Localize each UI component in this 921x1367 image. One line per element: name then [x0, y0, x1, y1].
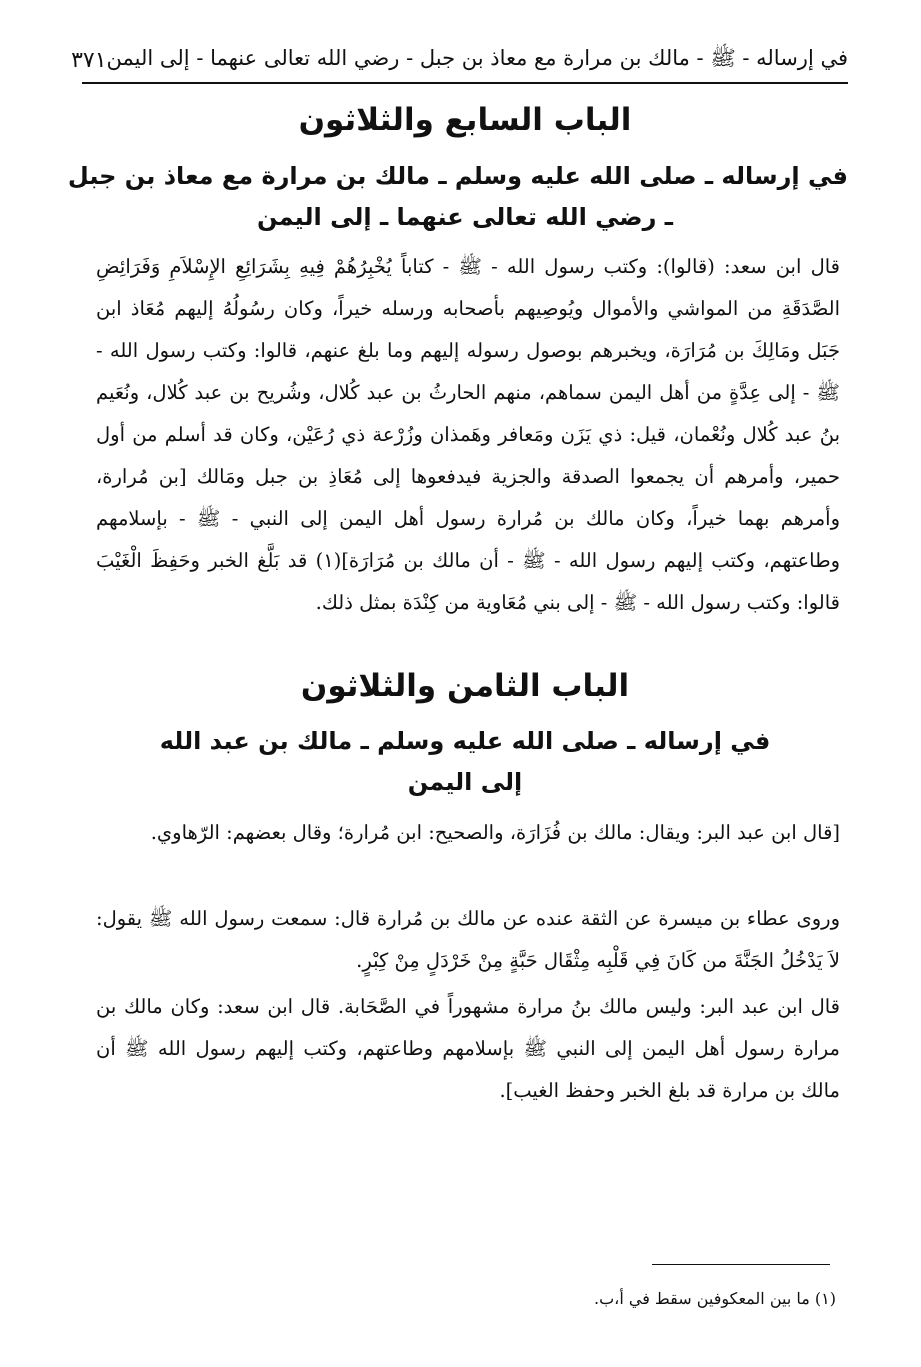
footnote: (١) ما بين المعكوفين سقط في أ،ب. — [594, 1289, 836, 1308]
chapter-38-subtitle-line1: في إرساله ـ صلى الله عليه وسلم ـ مالك بن عبد الله — [159, 727, 771, 755]
chapter-38-paragraph-2: وروى عطاء بن ميسرة عن الثقة عنده عن مالك بن مُرارة قال: سمعت رسول الله ﷺ يقول: لاَ يَدْخُلُ الجَنَّةَ من كَانَ فِي قَلْبِه مِثْقَال حَبَّةٍ مِنْ خَرْدَلٍ مِنْ كِبْرٍ. — [96, 907, 840, 972]
chapter-37-title: الباب السابع والثلاثون — [298, 102, 632, 138]
chapter-38-subtitle-line2: إلى اليمن — [407, 768, 523, 796]
chapter-37-paragraph: قال ابن سعد: (قالوا): وكتب رسول الله - ﷺ - كتاباً يُخْبِرُهُمْ فِيهِ بِشَرَائِعِ الإِسْلاَمِ وَفَرَائِضِ الصَّدَقَةِ من المواشي والأموال ويُوصِيهم بأصحابه ورسله خيراً، وكان رسُولُهُ إليهم مُعَاذ ابن جَبَل ومَالِكَ بن مُرَارَة، ويخبرهم بوصول رسوله إليهم وما بلغ عنهم، قالوا: وكتب رسول الله - ﷺ - إلى عِدَّةٍ من أهل اليمن سماهم، منهم الحارثُ بن عبد كُلال، وشُريح بن عبد كُلال، ونُعَيم بنُ عبد كُلال ونُعْمان، قيل: ذي يَزَن ومَعافر وهَمذان وزُرْعة ذي رُعَيْن، وكان قد أسلم من أول حمير، وأمرهم أن يجمعوا الصدقة والجزية فيدفعوها إلى مُعَاذِ بن جبل ومَالك [بن مُرارة، وأمرهم بهما خيراً، وكان مالك بن مُرارة رسول أهل اليمن إلى النبي - ﷺ - بإسلامهم وطاعتهم، وكتب إليهم رسول الله - ﷺ - أن مالك بن مُرَارَة](١) قد بَلَّغ الخبر وحَفِظَ الْغَيْبَ قالوا: وكتب رسول الله - ﷺ - إلى بني مُعَاوية من كِنْدَة بمثل ذلك. — [96, 255, 841, 614]
chapter-37-subtitle-line2: ـ رضي الله تعالى عنهما ـ إلى اليمن — [256, 203, 673, 231]
chapter-38-title: الباب الثامن والثلاثون — [300, 668, 630, 704]
page-number: ٣٧١ — [71, 47, 107, 73]
footnote-separator — [652, 1264, 830, 1265]
chapter-38-paragraph-1: [قال ابن عبد البر: ويقال: مالك بن فُزَارَة، والصحيح: ابن مُرارة؛ وقال بعضهم: الرّهاوي. — [150, 821, 840, 844]
chapter-37-subtitle-line1: في إرساله ـ صلى الله عليه وسلم ـ مالك بن مرارة مع معاذ بن جبل — [67, 162, 848, 190]
running-header — [71, 38, 848, 84]
chapter-38-paragraph-3: قال ابن عبد البر: وليس مالك بنُ مرارة مشهوراً في الصَّحَابة. قال ابن سعد: وكان مالك بن مرارة رسول أهل اليمن إلى النبي ﷺ بإسلامهم وطاعتهم، وكتب إليهم رسول الله ﷺ أن مالك بن مرارة قد بلغ الخبر وحفظ الغيب]. — [96, 995, 840, 1102]
running-header-title: في إرساله - ﷺ - مالك بن مرارة مع معاذ بن جبل - رضي الله تعالى عنهما - إلى اليمن — [106, 45, 848, 70]
